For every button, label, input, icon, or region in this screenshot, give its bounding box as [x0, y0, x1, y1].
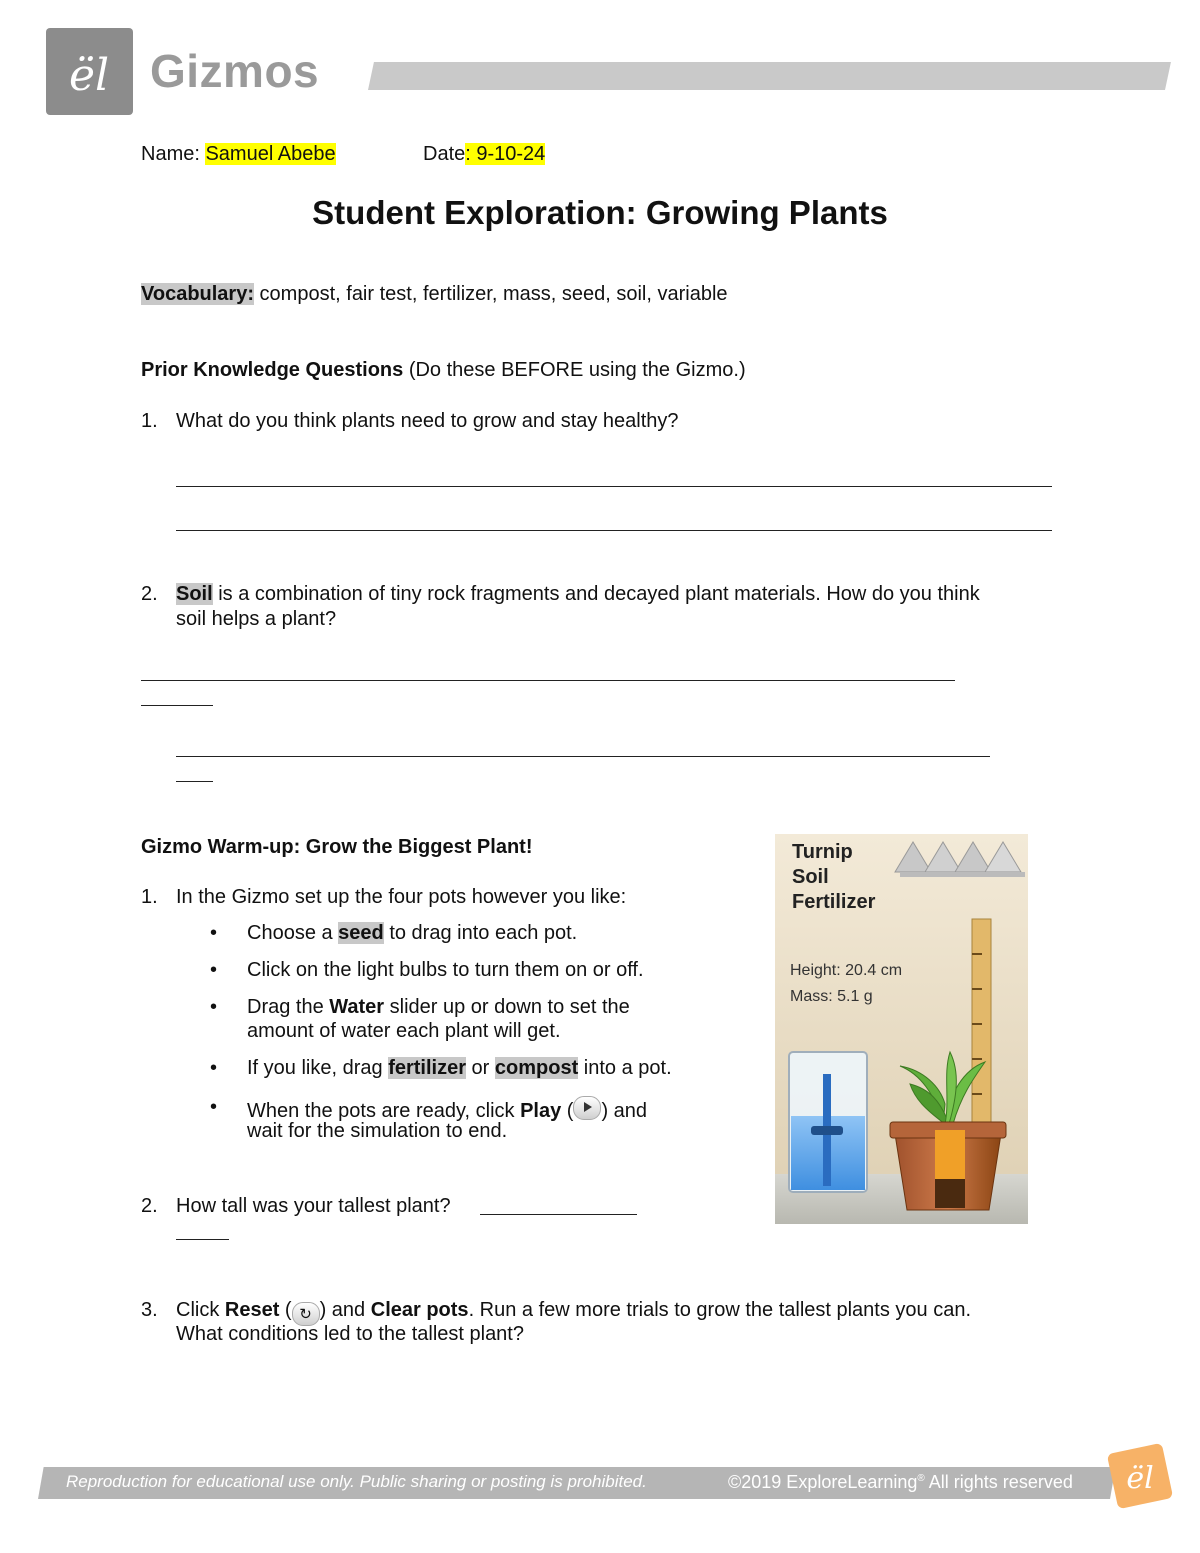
copyright-text: ©2019 ExploreLearning [728, 1472, 918, 1492]
vocabulary-line [141, 283, 728, 306]
water-term: Water [329, 996, 385, 1018]
wu-bullet-3 [247, 996, 630, 1019]
play-icon [573, 1096, 601, 1120]
bullet: • [210, 1096, 218, 1118]
date-value: : 9-10-24 [465, 143, 546, 165]
registered-mark: ® [917, 1473, 925, 1484]
gizmo-seed: Turnip [792, 841, 853, 863]
wu-q1-number: 1. [141, 886, 158, 908]
prior-knowledge-heading [141, 359, 746, 382]
q3-paren: ( [279, 1299, 292, 1321]
vocabulary-label: Vocabulary: [141, 283, 254, 305]
date-line [423, 143, 545, 166]
footer-disclaimer: Reproduction for educational use only. Public sharing or posting is prohibited. [66, 1472, 647, 1491]
svg-text:ël: ël [1126, 1461, 1154, 1496]
gizmo-screenshot [775, 834, 1028, 1224]
pk-q2-answer-line-2b[interactable] [176, 781, 213, 782]
q3-mid: ) and [319, 1299, 371, 1321]
b3-pre: Drag the [247, 996, 330, 1018]
b3-post: slider up or down to set the [384, 996, 630, 1018]
compost-term: compost [494, 1057, 579, 1079]
bullet: • [210, 1057, 218, 1079]
pk-q1-text: What do you think plants need to grow and stay healthy? [176, 410, 679, 432]
wu-bullet-5-line2: wait for the simulation to end. [247, 1120, 508, 1142]
wu-q3-number: 3. [141, 1299, 158, 1321]
name-value: Samuel Abebe [205, 143, 336, 165]
b4-pre: If you like, drag [247, 1057, 389, 1079]
pk-q1-answer-line-1[interactable] [176, 486, 1052, 487]
bullet: • [210, 996, 218, 1018]
wu-q2-number: 2. [141, 1195, 158, 1217]
play-term: Play [520, 1100, 562, 1122]
gizmo-mass: Mass: 5.1 g [790, 988, 873, 1005]
bullet: • [210, 922, 218, 944]
flower-pot [890, 1122, 1006, 1210]
name-label: Name: [141, 143, 206, 165]
footer-logo [1102, 1438, 1178, 1514]
reset-icon: ↻ [292, 1302, 320, 1326]
wu-q3-text [176, 1299, 971, 1326]
brand-name: Gizmos [150, 45, 320, 97]
q3-post: . Run a few more trials to grow the tallest plants you can. [468, 1299, 972, 1321]
prior-knowledge-title: Prior Knowledge Questions [141, 359, 404, 381]
prior-knowledge-note: (Do these BEFORE using the Gizmo.) [403, 359, 746, 381]
ruler [972, 919, 991, 1141]
logo-text: ël [68, 50, 110, 101]
pk-q1-number: 1. [141, 410, 158, 432]
rights-text: All rights reserved [924, 1472, 1073, 1492]
wu-q2-answer-line-2[interactable] [176, 1239, 229, 1240]
b4-mid: or [466, 1057, 495, 1079]
vocabulary-terms: compost, fair test, fertilizer, mass, seed, soil, variable [254, 283, 728, 305]
pk-q2-text-line1 [176, 583, 980, 606]
b1-post: to drag into each pot. [383, 922, 578, 944]
wu-bullet-1 [247, 922, 577, 945]
warmup-heading: Gizmo Warm-up: Grow the Biggest Plant! [141, 836, 533, 858]
date-label: Date [423, 143, 466, 165]
b4-post: into a pot. [578, 1057, 672, 1079]
gizmo-height: Height: 20.4 cm [790, 962, 903, 979]
water-beaker [789, 1052, 867, 1192]
fertilizer-term: fertilizer [388, 1057, 466, 1079]
explorelearning-logo [46, 28, 133, 115]
wu-bullet-5 [247, 1096, 647, 1123]
seed-term: seed [338, 922, 384, 944]
pk-q2-number: 2. [141, 583, 158, 605]
wu-q2-answer-line[interactable] [480, 1214, 637, 1215]
pk-q2-answer-line-1b[interactable] [141, 705, 213, 706]
wu-bullet-4 [247, 1057, 672, 1080]
pk-q2-text-line2: soil helps a plant? [176, 608, 337, 630]
footer-copyright [728, 1472, 1073, 1493]
pk-q2-answer-line-2[interactable] [176, 756, 990, 757]
wu-q2-text: How tall was your tallest plant? [176, 1195, 451, 1217]
b5-post: ) and [601, 1100, 648, 1122]
reset-term: Reset [224, 1299, 280, 1321]
gizmo-additive: Fertilizer [792, 891, 876, 913]
bullet: • [210, 959, 218, 981]
wu-q1-text: In the Gizmo set up the four pots however you like: [176, 886, 627, 908]
page-title: Student Exploration: Growing Plants [312, 194, 888, 231]
b1-pre: Choose a [247, 922, 339, 944]
q3-pre: Click [176, 1299, 225, 1321]
wu-bullet-3-line2: amount of water each plant will get. [247, 1020, 561, 1042]
gizmo-medium: Soil [792, 866, 829, 888]
wu-bullet-2: Click on the light bulbs to turn them on or off. [247, 959, 644, 981]
header-bar [368, 62, 1171, 90]
name-line [141, 143, 336, 166]
clear-pots-term: Clear pots [370, 1299, 469, 1321]
soil-term: Soil [176, 583, 213, 605]
pk-q2-text: is a combination of tiny rock fragments and decayed plant materials. How do you think [212, 583, 980, 605]
wu-q3-line2: What conditions led to the tallest plant? [176, 1323, 524, 1345]
b5-pre: When the pots are ready, click [247, 1100, 521, 1122]
b5-paren: ( [561, 1100, 574, 1122]
pk-q2-answer-line-1[interactable] [141, 680, 955, 681]
pk-q1-answer-line-2[interactable] [176, 530, 1052, 531]
